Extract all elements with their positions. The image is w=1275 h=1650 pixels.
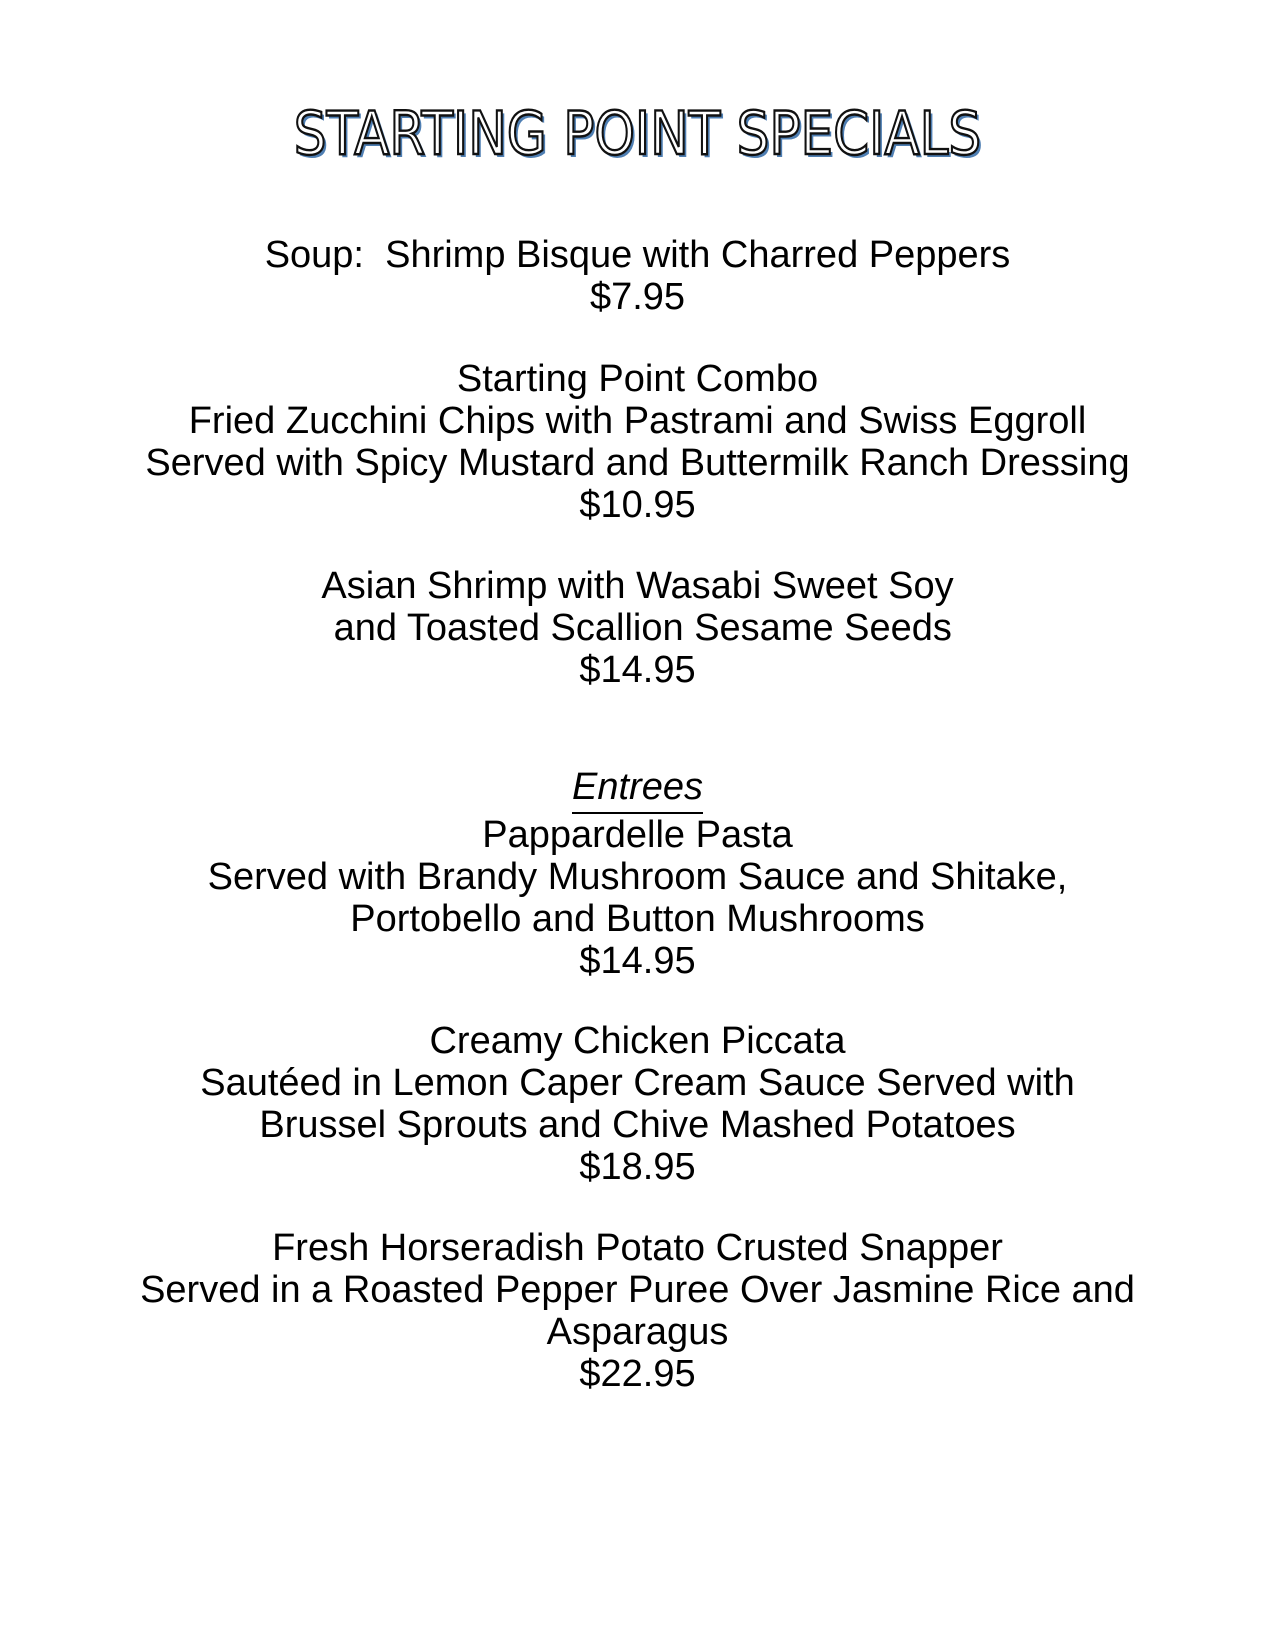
item-price: $22.95: [579, 1353, 696, 1395]
menu-item-combo: [0, 358, 1275, 526]
menu-item-snapper: [0, 1227, 1275, 1395]
item-line: Brussel Sprouts and Chive Mashed Potatoes: [259, 1104, 1016, 1146]
item-line: Soup: Shrimp Bisque with Charred Peppers: [264, 234, 1011, 276]
menu-item-chicken-piccata: [0, 1020, 1275, 1188]
menu-item-soup: [0, 234, 1275, 318]
item-name: Fresh Horseradish Potato Crusted Snapper: [272, 1227, 1003, 1269]
item-line: Portobello and Button Mushrooms: [350, 898, 925, 940]
item-line: Fried Zucchini Chips with Pastrami and Swiss Eggroll: [188, 400, 1087, 442]
item-line: Sautéed in Lemon Caper Cream Sauce Served with: [200, 1062, 1075, 1104]
page-title: STARTING POINT SPECIALS: [293, 99, 982, 169]
item-line: Served in a Roasted Pepper Puree Over Jasmine Rice and: [140, 1269, 1135, 1311]
item-price: $14.95: [579, 649, 696, 691]
item-name: Asian Shrimp with Wasabi Sweet Soy: [321, 565, 954, 607]
item-line: Asparagus: [546, 1311, 729, 1353]
item-name: Creamy Chicken Piccata: [429, 1020, 846, 1062]
item-price: $7.95: [589, 276, 686, 318]
section-heading-entrees: [0, 765, 1275, 814]
item-name: Starting Point Combo: [456, 358, 819, 400]
item-price: $18.95: [579, 1146, 696, 1188]
section-heading-text: Entrees: [572, 765, 703, 814]
item-line: Served with Brandy Mushroom Sauce and Shitake,: [207, 856, 1068, 898]
item-price: $10.95: [579, 484, 696, 526]
item-name: Pappardelle Pasta: [482, 814, 793, 856]
menu-item-pappardelle: [0, 814, 1275, 982]
menu-item-asian-shrimp: [0, 565, 1275, 691]
item-price: $14.95: [579, 940, 696, 982]
item-line: Served with Spicy Mustard and Buttermilk Ranch Dressing: [145, 442, 1130, 484]
item-line: and Toasted Scallion Sesame Seeds: [323, 607, 952, 649]
